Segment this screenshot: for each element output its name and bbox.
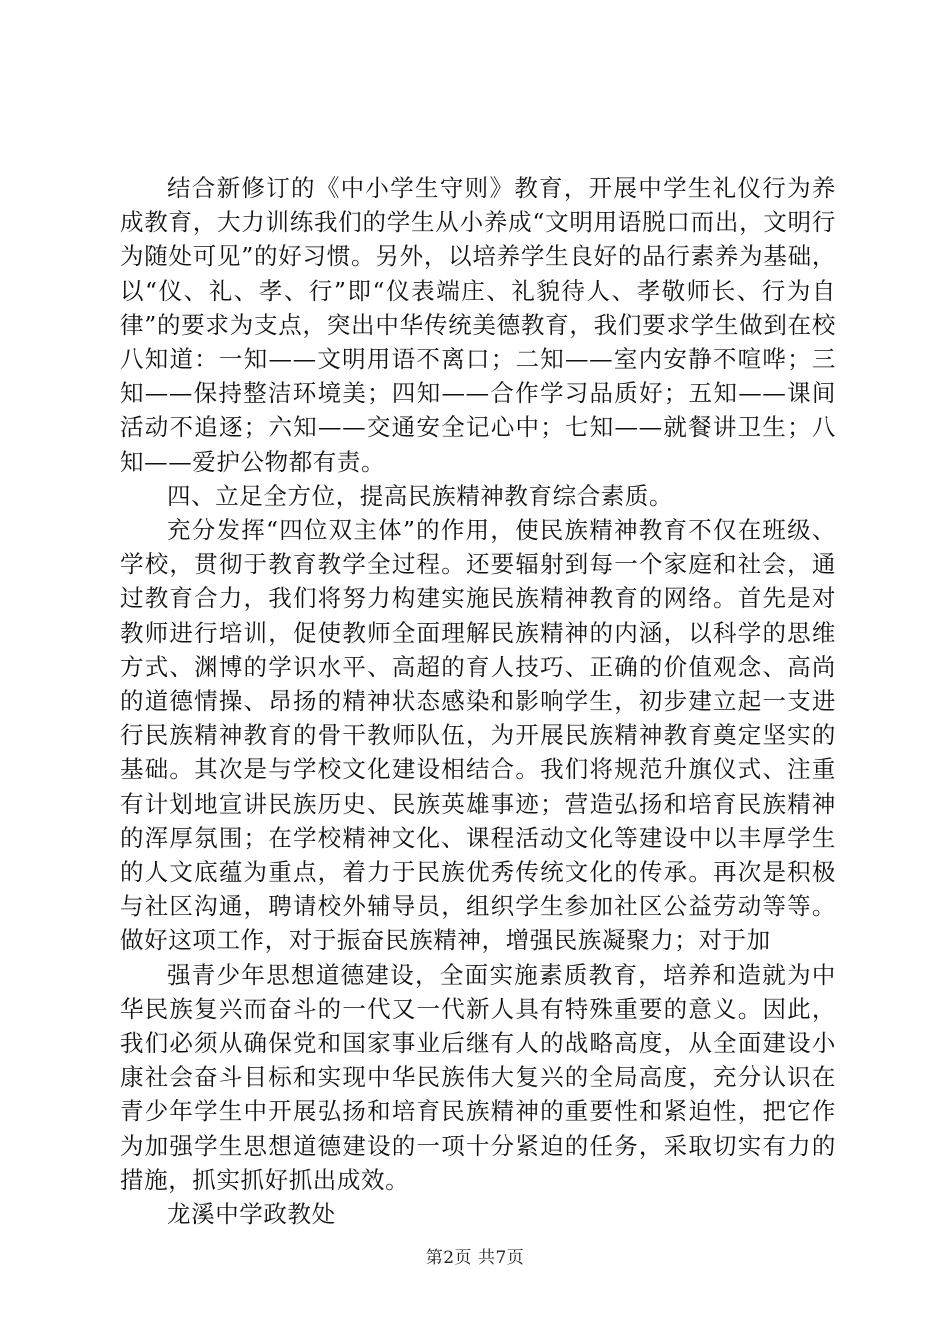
- signature-office: 龙溪中学政教处: [167, 1200, 336, 1229]
- document-body: [120, 171, 836, 1231]
- page-number-footer: 第2页 共7页: [425, 1248, 525, 1268]
- paragraph-moral-construction: 强青少年思想道德建设，全面实施素质教育，培养和造就为中华民族复兴而奋斗的一代又一代新人具有特殊重要的意义。因此，我们必须从确保党和国家事业后继有人的战略高度，从全面建设小康社会奋斗目标和实现中华民族伟大复兴的全局高度，充分认识在青少年学生中开展弘扬和培育民族精神的重要性和紧迫性，把它作为加强学生思想道德建设的一项十分紧迫的任务，采取切实有力的措施，抓实抓好抓出成效。: [120, 960, 836, 1194]
- paragraph-etiquette-education: 结合新修订的《中小学生守则》教育，开展中学生礼仪行为养成教育，大力训练我们的学生从小养成“文明用语脱口而出，文明行为随处可见”的好习惯。另外，以培养学生良好的品行素养为基础，以“仪、礼、孝、行”即“仪表端庄、礼貌待人、孝敬师长、行为自律”的要求为支点，突出中华传统美德教育，我们要求学生做到在校八知道：一知——文明用语不离口；二知——室内安静不喧哗；三知——保持整洁环境美；四知——合作学习品质好；五知——课间活动不追逐；六知——交通安全记心中；七知——就餐讲卫生；八知——爱护公物都有责。: [120, 174, 836, 476]
- section-heading-four: 四、立足全方位，提高民族精神教育综合素质。: [167, 481, 674, 510]
- paragraph-national-spirit-network: 充分发挥“四位双主体”的作用，使民族精神教育不仅在班级、学校，贯彻于教育教学全过程。还要辐射到每一个家庭和社会，通过教育合力，我们将努力构建实施民族精神教育的网络。首先是对教师进行培训，促使教师全面理解民族精神的内涵，以科学的思维方式、渊博的学识水平、高超的育人技巧、正确的价值观念、高尚的道德情操、昂扬的精神状态感染和影响学生，初步建立起一支进行民族精神教育的骨干教师队伍，为开展民族精神教育奠定坚实的基础。其次是与学校文化建设相结合。我们将规范升旗仪式、注重有计划地宣讲民族历史、民族英雄事迹；营造弘扬和培育民族精神的浑厚氛围；在学校精神文化、课程活动文化等建设中以丰厚学生的人文底蕴为重点，着力于民族优秀传统文化的传承。再次是积极与社区沟通，聘请校外辅导员，组织学生参加社区公益劳动等等。做好这项工作，对于振奋民族精神，增强民族凝聚力；对于加: [120, 516, 836, 955]
